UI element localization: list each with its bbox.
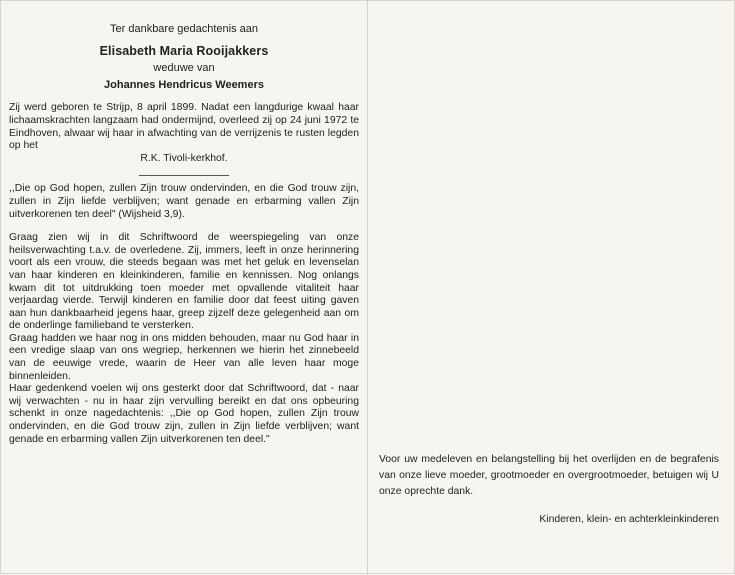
reflection-paragraph-3: Haar gedenkend voelen wij ons gesterkt door dat Schriftwoord, dat - naar wij verwachten - nu in haar zijn vervulling bereikt en dat ons opbeuring schenkt in onze nagedachtenis: ,,Die op God hopen, zullen Zijn trouw ondervinden, en die God trouw zijn, zullen in Zijn liefde verblijven; want genade en erbarming vallen Zijn uitverkorenen ten deel.": [9, 383, 359, 445]
left-panel: [9, 23, 359, 446]
deceased-name: Elisabeth Maria Rooijakkers: [99, 43, 269, 58]
husband-name: Johannes Hendricus Weemers: [104, 78, 264, 91]
reflection-paragraph-1: Graag zien wij in dit Schriftwoord de weerspiegeling van onze heilsverwachting t.a.v. de overledene. Zij, immers, leeft in onze herinnering voort als een vrouw, die steeds begaan was met het geluk en levenselan van haar kinderen en kleinkinderen, familie en kennissen. Nog onlangs kwam dit tot uitdrukking toen moeder met opvallende vitaliteit haar verjaardag vierde. Terwijl kinderen en familie door dat feest uiting gaven aan hun dankbaarheid jegens haar, greep zijzelf deze gelegenheid aan om de onderlinge familieband te versterken.: [9, 232, 359, 332]
widow-label: weduwe van: [153, 62, 215, 75]
reflection-paragraph-2: Graag hadden we haar nog in ons midden behouden, maar nu God haar in een vredige slaap van ons wegriep, herkennen we hierin het zinnebeeld van de eeuwige vrede, waarin de Heer van alle leven haar moge binnenleiden.: [9, 332, 359, 382]
scripture-quote: ,,Die op God hopen, zullen Zijn trouw ondervinden, en die God trouw zijn, zullen in Zijn liefde verblijven; want genade en erbarming vallen Zijn uitverkorenen ten deel" (Wijsheid 3,9).: [9, 183, 359, 220]
biography-text: Zij werd geboren te Strijp, 8 april 1899. Nadat een langdurige kwaal haar lichaamskrachten langzaam had ondermijnd, overleed zij op 24 juni 1972 te Eindhoven, alwaar wij haar in afwachting van de verrijzenis te rusten legden op het: [9, 102, 359, 152]
right-panel: [379, 452, 719, 528]
card-fold-line: [367, 1, 368, 575]
burial-place: R.K. Tivoli-kerkhof.: [140, 152, 228, 164]
thank-you-text: Voor uw medeleven en belangstelling bij het overlijden en de begrafenis van onze lieve moeder, grootmoeder en overgrootmoeder, betuigen wij U onze oprechte dank.: [379, 454, 719, 497]
intro-line: Ter dankbare gedachtenis aan: [110, 23, 258, 35]
family-signature: Kinderen, klein- en achterkleinkinderen: [539, 514, 719, 525]
divider-rule: [139, 175, 229, 176]
